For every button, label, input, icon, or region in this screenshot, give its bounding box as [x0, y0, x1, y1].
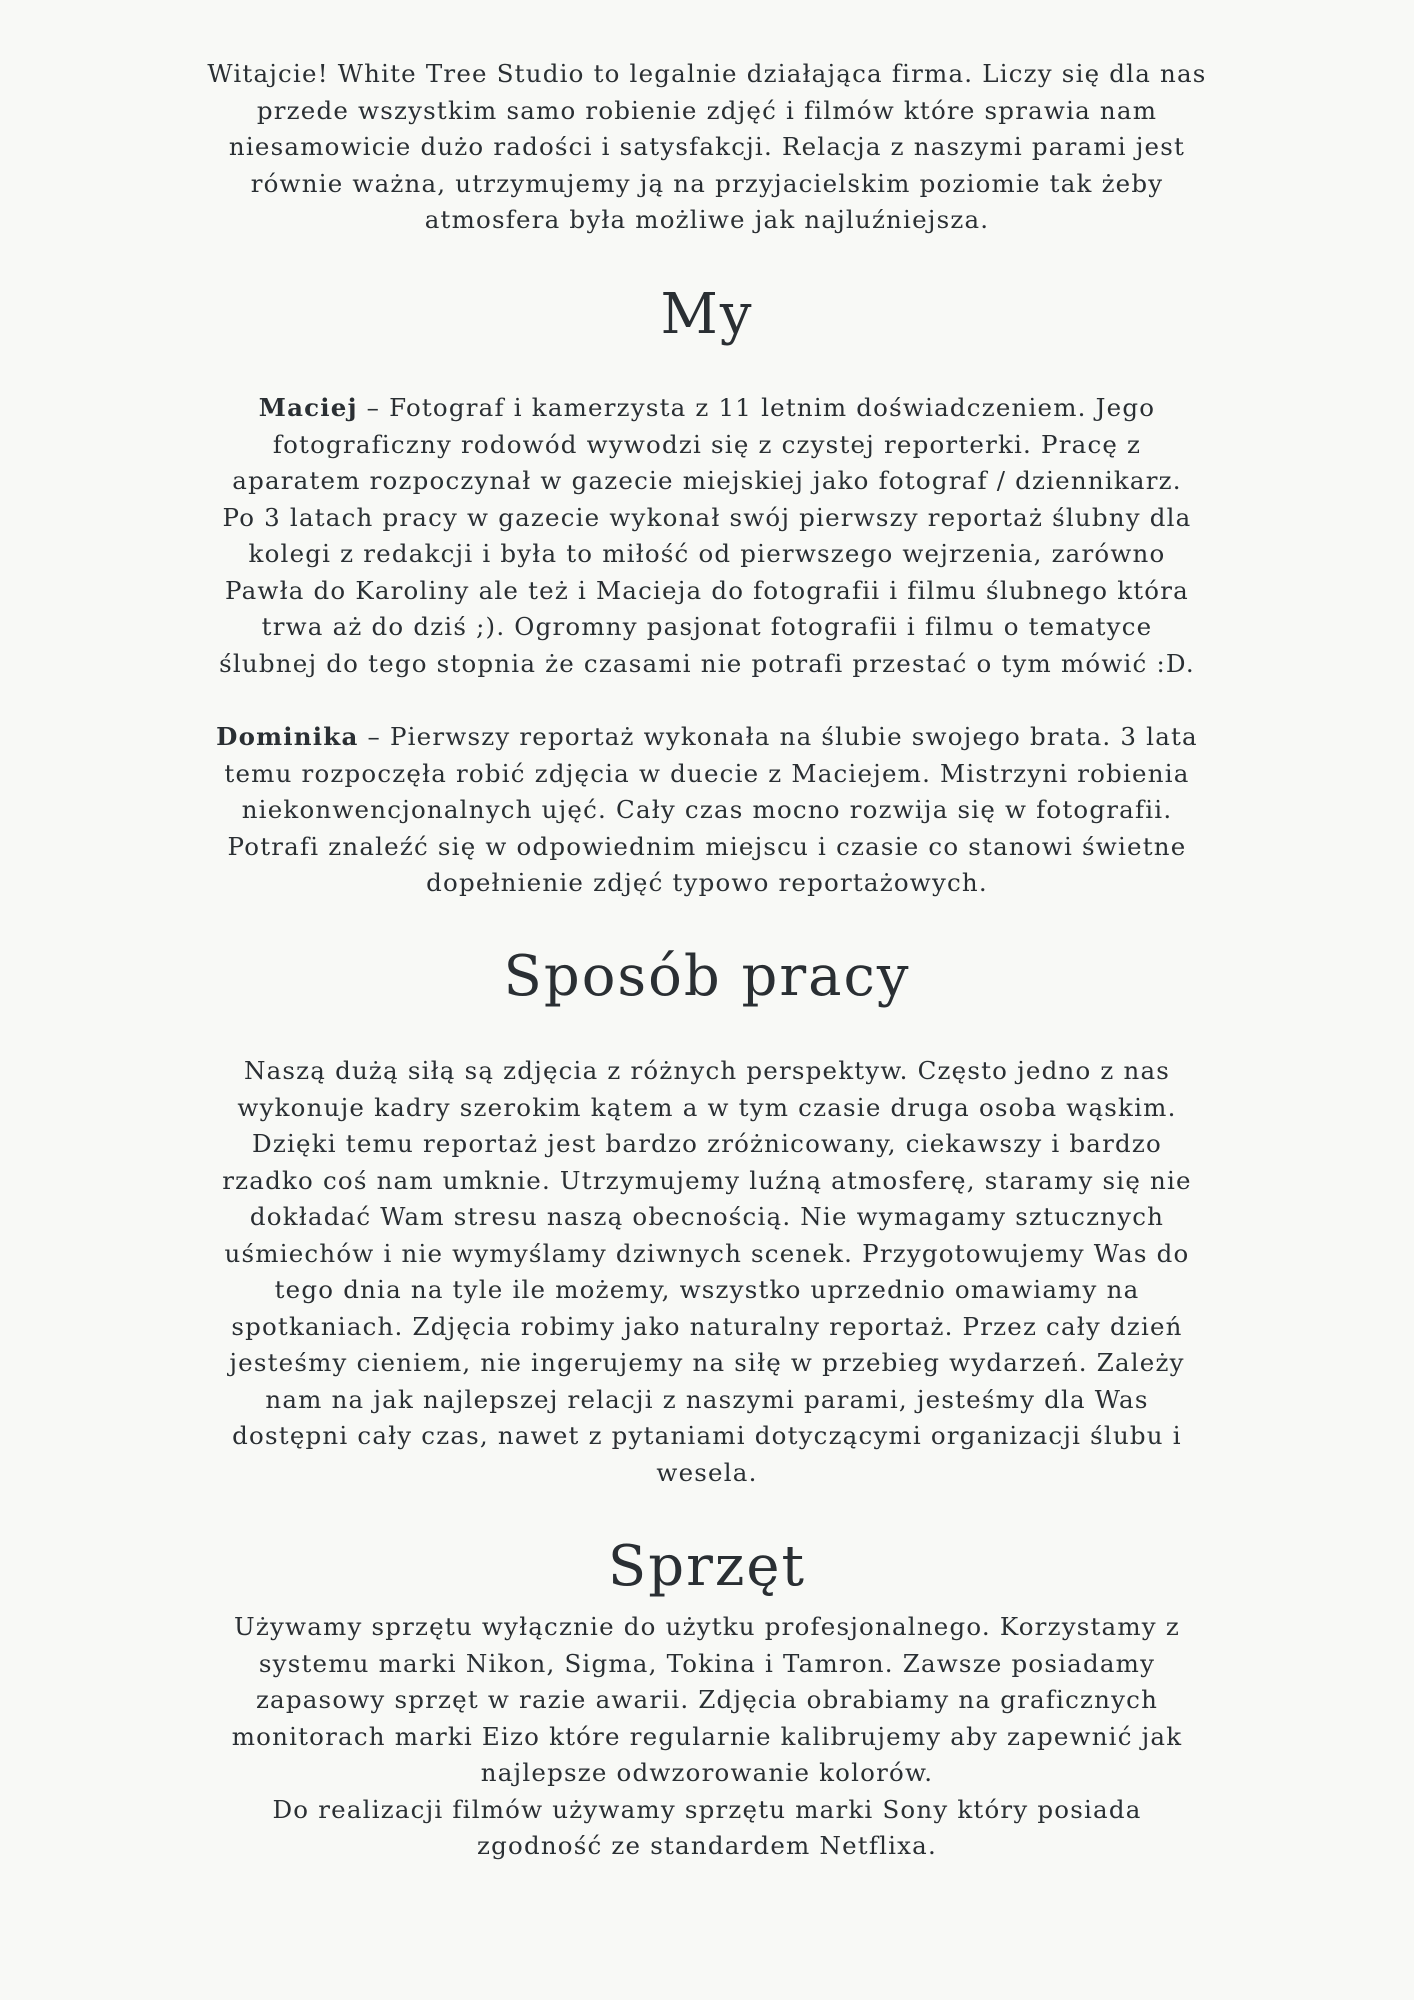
section-my-title: My: [660, 282, 754, 347]
intro-paragraph: Witajcie! White Tree Studio to legalnie działająca firma. Liczy się dla nas przede wszystkim samo robienie zdjęć i filmów które sprawia nam niesamowicie dużo radości i satysfakcji. Relacja z naszymi parami jest równie ważna, utrzymujemy ją na przyjacielskim poziomie tak żeby atmosfera była możliwe jak najluźniejsza.: [207, 59, 1207, 234]
dominika-name: Dominika: [216, 722, 359, 751]
section-my-heading-wrap: [0, 280, 1414, 350]
sprzet-section: [0, 1609, 1414, 1865]
sprzet-paragraph: Używamy sprzętu wyłącznie do użytku profesjonalnego. Korzystamy z systemu marki Nikon, Sigma, Tokina i Tamron. Zawsze posiadamy zapasowy sprzęt w razie awarii. Zdjęcia obrabiamy na graficznych monitorach marki Eizo które regularnie kalibrujemy aby zapewnić jak najlepsze odwzorowanie kolorów. Do realizacji filmów używamy sprzętu marki Sony który posiada zgodność ze standardem Netflixa.: [231, 1612, 1183, 1860]
dominika-bio: [0, 719, 1414, 902]
section-sposob-title: Sposób pracy: [503, 944, 911, 1009]
section-sprzet-title: Sprzęt: [607, 1534, 807, 1599]
sposob-section: [0, 1053, 1414, 1491]
sposob-paragraph: Naszą dużą siłą są zdjęcia z różnych perspektyw. Często jedno z nas wykonuje kadry szerokim kątem a w tym czasie druga osoba wąskim. Dzięki temu reportaż jest bardzo zróżnicowany, ciekawszy i bardzo rzadko coś nam umknie. Utrzymujemy luźną atmosferę, staramy się nie dokładać Wam stresu naszą obecnością. Nie wymagamy sztucznych uśmiechów i nie wymyślamy dziwnych scenek. Przygotowujemy Was do tego dnia na tyle ile możemy, wszystko uprzednio omawiamy na spotkaniach. Zdjęcia robimy jako naturalny reportaż. Przez cały dzień jesteśmy cieniem, nie ingerujemy na siłę w przebieg wydarzeń. Zależy nam na jak najlepszej relacji z naszymi parami, jesteśmy dla Was dostępni cały czas, nawet z pytaniami dotyczącymi organizacji ślubu i wesela.: [222, 1056, 1192, 1487]
maciej-paragraph: [207, 390, 1207, 682]
dominika-text: – Pierwszy reportaż wykonała na ślubie swojego brata. 3 lata temu rozpoczęła robić zdjęcia w duecie z Maciejem. Mistrzyni robienia niekonwencjonalnych ujęć. Cały czas mocno rozwija się w fotografii. Potrafi znaleźć się w odpowiednim miejscu i czasie co stanowi świetne dopełnienie zdjęć typowo reportażowych.: [224, 722, 1198, 897]
maciej-text: – Fotograf i kamerzysta z 11 letnim doświadczeniem. Jego fotograficzny rodowód wywodzi się z czystej reporterki. Pracę z aparatem rozpoczynał w gazecie miejskiej jako fotograf / dziennikarz. Po 3 latach pracy w gazecie wykonał swój pierwszy reportaż ślubny dla kolegi z redakcji i była to miłość od pierwszego wejrzenia, zarówno Pawła do Karoliny ale też i Macieja do fotografii i filmu ślubnego która trwa aż do dziś ;). Ogromny pasjonat fotografii i filmu o tematyce ślubnej do tego stopnia że czasami nie potrafi przestać o tym mówić :D.: [219, 393, 1195, 678]
section-sposob-heading-wrap: [0, 942, 1414, 1012]
maciej-name: Maciej: [258, 393, 358, 422]
dominika-paragraph: [207, 719, 1207, 902]
maciej-bio: [0, 390, 1414, 682]
section-sprzet-heading-wrap: [0, 1532, 1414, 1602]
intro-section: [0, 56, 1414, 239]
